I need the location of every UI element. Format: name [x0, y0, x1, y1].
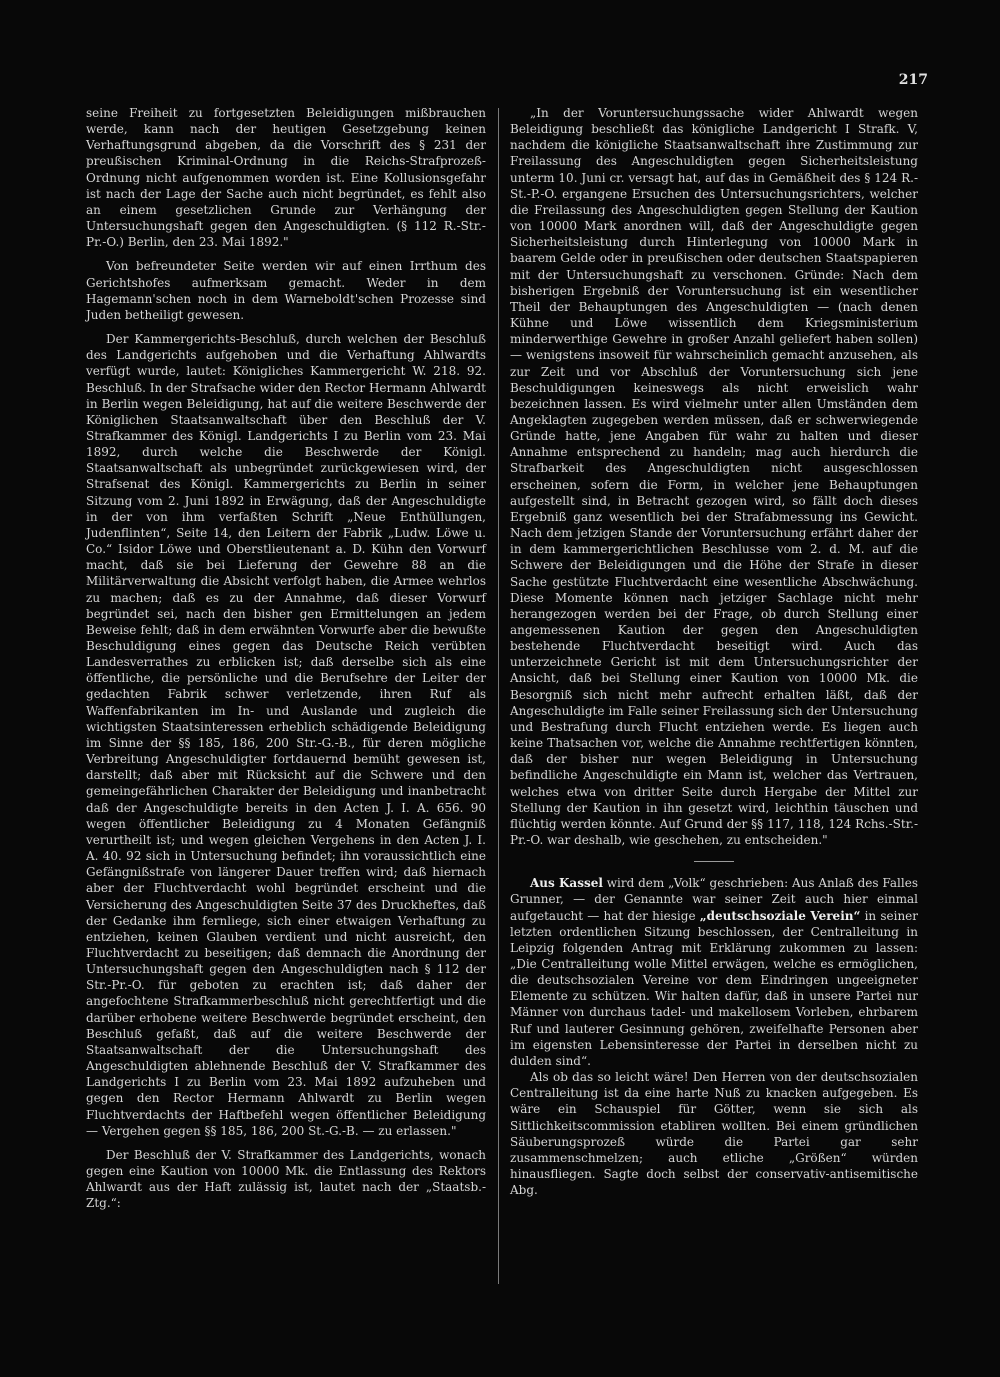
kassel-text-b: in seiner letzten ordentlichen Sitzung beschlossen, der Centralleitung in Leipzig folgenden Antrag mit Erklärung zukommen zu lassen: „Die Centralleitung wolle Mittel erwägen, welche es ermöglichen, die deutschsozialen Vereine vor dem Eindringen ungeeigneter Elemente zu schützen. Wir halten dafür, daß in unsere Partei nur Männer von durchaus tadel- und makellosem Vorleben, ehrbarem Ruf und lauterer Gesinnung gehören, zweifelhafte Personen aber im eigensten Lebensinteresse der Partei in derselben nicht zu dulden sind“. — [510, 908, 919, 1068]
paragraph-left-4: Der Beschluß der V. Strafkammer des Landgerichts, wonach gegen eine Kaution von 10000 Mk. die Entlassung des Rektors Ahlwardt aus der Haft zulässig ist, lautet nach der „Staatsb.-Ztg.“: — [86, 1147, 486, 1211]
left-column — [86, 105, 486, 1211]
paragraph-left-2: Von befreundeter Seite werden wir auf einen Irrthum des Gerichtshofes aufmerksam gemacht. Weder in dem Hagemann'schen noch in dem Warneboldt'schen Prozesse sind Juden betheiligt gewesen. — [86, 259, 486, 322]
paragraph-left-1: seine Freiheit zu fortgesetzten Beleidigungen mißbrauchen werde, kann nach der heutigen Gesetzgebung keinen Verhaftungsgrund abgeben, da die Vorschrift des § 231 der preußischen Kriminal-Ordnung in die Reichs-Strafprozeß-Ordnung nicht aufgenommen worden ist. Eine Kollusionsgefahr ist nach der Lage der Sache auch nicht begründet, es fehlt also an einem gesetzlichen Grunde zur Verhängung der Untersuchungshaft gegen den Angeschuldigten. (§ 112 R.-Str.-Pr.-O.) Berlin, den 23. Mai 1892." — [86, 106, 486, 250]
page-number: 217 — [898, 72, 928, 88]
right-column — [510, 105, 918, 1198]
paragraph-left-3: Der Kammergerichts-Beschluß, durch welchen der Beschluß des Landgerichts aufgehoben und die Verhaftung Ahlwardts verfügt wurde, lautet: Königliches Kammergericht W. 218. 92. Beschluß. In der Strafsache wider den Rector Hermann Ahlwardt in Berlin wegen Beleidigung, hat auf die weitere Beschwerde der Königlichen Staatsanwaltschaft über den Beschluß der V. Strafkammer des Königl. Landgerichts I zu Berlin vom 23. Mai 1892, durch welche die Beschwerde der Königl. Staatsanwaltschaft als unbegründet zurückgewiesen wird, der Strafsenat des Königl. Kammergerichts zu Berlin in seiner Sitzung vom 2. Juni 1892 in Erwägung, daß der Angeschuldigte in der von ihm verfaßten Schrift „Neue Enthüllungen, Judenflinten“, Seite 14, den Leitern der Fabrik „Ludw. Löwe u. Co.“ Isidor Löwe und Oberstlieutenant a. D. Kühn den Vorwurf macht, daß sie bei Lieferung der Gewehre 88 an die Militärverwaltung die Absicht verfolgt haben, die Armee wehrlos zu machen; daß es zu der Annahme, daß dieser Vorwurf begründet sei, nach den bisher gen Ermittelungen an jedem Beweise fehlt; daß in dem erwähnten Vorwurfe aber die bewußte Beschuldigung eines gegen das Deutsche Reich verübten Landesverrathes zu erblicken ist; daß derselbe sich als eine öffentliche, die persönliche und die Berufsehre der Leiter der gedachten Fabrik schwer verletzende, ihren Ruf als Waffenfabrikanten im In- und Auslande und zugleich die wichtigsten Staatsinteressen erheblich schädigende Beleidigung im Sinne der §§ 185, 186, 200 Str.-G.-B., für deren mögliche Verbreitung Angeschuldigter fortdauernd bemüht gewesen ist, darstellt; daß aber mit Rücksicht auf die Schwere und den gemeingefährlichen Charakter der Beleidigung und inanbetracht daß der Angeschuldigte bereits in den Acten J. I. A. 656. 90 wegen öffentlicher Beleidigung zu 4 Monaten Gefängniß verurtheilt ist; und wegen gleichen Vergehens in den Acten J. I. A. 40. 92 sich in Untersuchung befindet; ihn voraussichtlich eine Gefängnißstrafe von längerer Dauer treffen wird; daß hiernach aber der Fluchtverdacht wohl begründet erscheint und die Versicherung des Angeschuldigten Seite 37 des Druckheftes, daß der Gedanke ihm fernliege, sich einer etwaigen Verhaftung zu entziehen, keinen Glauben verdient und nicht ausreicht, den Fluchtverdacht zu beseitigen; daß demnach die Anordnung der Untersuchungshaft gegen den Angeschuldigten nach § 112 der Str.-Pr.-O. für geboten zu erachten ist; daß daher der angefochtene Strafkammerbeschluß nicht gerechtfertigt und die darüber erhobene weitere Beschwerde begründet erscheint, den Beschluß gefaßt, daß auf die weitere Beschwerde der Staatsanwaltschaft der die Untersuchungshaft des Angeschuldigten ablehnende Beschluß der V. Strafkammer des Landgerichts I zu Berlin vom 23. Mai 1892 aufzuheben und gegen den Rector Hermann Ahlwardt zu Berlin wegen Fluchtverdachts der Haftbefehl wegen öffentlicher Beleidigung — Vergehen gegen §§ 185, 186, 200 St.-G.-B. — zu erlassen." — [86, 332, 486, 1138]
paragraph-right-3: Als ob das so leicht wäre! Den Herren von der deutschsozialen Centralleitung ist da eine harte Nuß zu knacken aufgegeben. Es wäre ein Schauspiel für Götter, wenn sie sich als Sittlichkeitscommission etabliren wollten. Bei einem gründlichen Säuberungsprozeß würde die Partei gar sehr zusammenschmelzen; auch etliche „Größen“ würden hinausfliegen. Sagte doch selbst der conservativ-antisemitische Abg. — [510, 1070, 918, 1198]
paragraph-right-2 — [510, 875, 918, 1069]
kassel-text-a: wird dem „Volk“ geschrieben: Aus Anlaß des Falles Grunner, — der Genannte war seiner Zeit auch hier einmal aufgetaucht — hat der hiesige — [510, 876, 918, 923]
verein-name: „deutschsoziale Verein“ — [699, 908, 861, 923]
paragraph-right-1: „In der Voruntersuchungssache wider Ahlwardt wegen Beleidigung beschließt das königliche Landgericht I Strafk. V, nachdem die königliche Staatsanwaltschaft ihre Zustimmung zur Freilassung des Angeschuldigten gegen Sicherheitsleistung unterm 10. Juni cr. versagt hat, auf das in Gemäßheit des § 124 R.-St.-P.-O. ergangene Ersuchen des Untersuchungsrichters, welcher die Freilassung des Angeschuldigten gegen Stellung der Kaution von 10000 Mark anordnen will, daß der Angeschuldigte gegen Sicherheitsleistung durch Hinterlegung von 10000 Mark in baarem Gelde oder in preußischen oder deutschen Staatspapieren mit der Untersuchungshaft zu verschonen. Gründe: Nach dem bisherigen Ergebniß der Voruntersuchung ist ein wesentlicher Theil der Behauptungen des Angeschuldigten — (nach denen Kühne und Löwe wissentlich dem Kriegsministerium minderwerthige Gewehre in großer Anzahl geliefert haben sollen) — wenigstens insoweit für wahrscheinlich gemacht anzusehen, als zur Zeit und vor Abschluß der Voruntersuchung sich jene Beschuldigungen keineswegs als nicht erweislich wahr bezeichnen lassen. Es wird vielmehr unter allen Umständen dem Angeklagten zugegeben werden müssen, daß er schwerwiegende Gründe hatte, jene Angaben für wahr zu halten und dieser Annahme entsprechend zu handeln; mag auch hierdurch die Strafbarkeit des Angeschuldigten nicht ausgeschlossen erscheinen, sofern die Form, in welcher jene Behauptungen aufgestellt sind, in Betracht gezogen wird, so fällt doch dieses Ergebniß ganz wesentlich bei der Strafabmessung ins Gewicht. Nach dem jetzigen Stande der Voruntersuchung erfährt daher der in dem kammergerichtlichen Beschlusse vom 2. d. M. auf die Schwere der Beleidigungen und die Höhe der Strafe in dieser Sache gestützte Fluchtverdacht eine wesentliche Abschwächung. Diese Momente können nach jetziger Sachlage nicht mehr herangezogen werden bei der Frage, ob durch Stellung einer angemessenen Kaution der gegen den Angeschuldigten bestehende Fluchtverdacht beseitigt wird. Auch das unterzeichnete Gericht ist mit dem Untersuchungsrichter der Ansicht, daß bei Stellung einer Kaution von 10000 Mk. die Besorgniß sich nicht mehr aufrecht erhalten läßt, daß der Angeschuldigte im Falle seiner Freilassung sich der Untersuchung und Bestrafung durch Flucht entziehen werde. Es liegen auch keine Thatsachen vor, welche die Annahme rechtfertigen könnten, daß der bisher nur wegen Beleidigung in Untersuchung befindliche Angeschuldigte ein Mann ist, welcher das Vertrauen, welches etwa von dritter Seite durch Hergabe der Mittel zur Stellung der Kaution in ihn gesetzt wird, leichthin täuschen und flüchtig werden könnte. Auf Grund der §§ 117, 118, 124 Rchs.-Str.-Pr.-O. war deshalb, wie geschehen, zu entscheiden." — [510, 106, 918, 848]
kassel-lead: Aus Kassel — [530, 876, 603, 891]
column-divider — [498, 108, 499, 1284]
section-separator — [694, 861, 734, 862]
